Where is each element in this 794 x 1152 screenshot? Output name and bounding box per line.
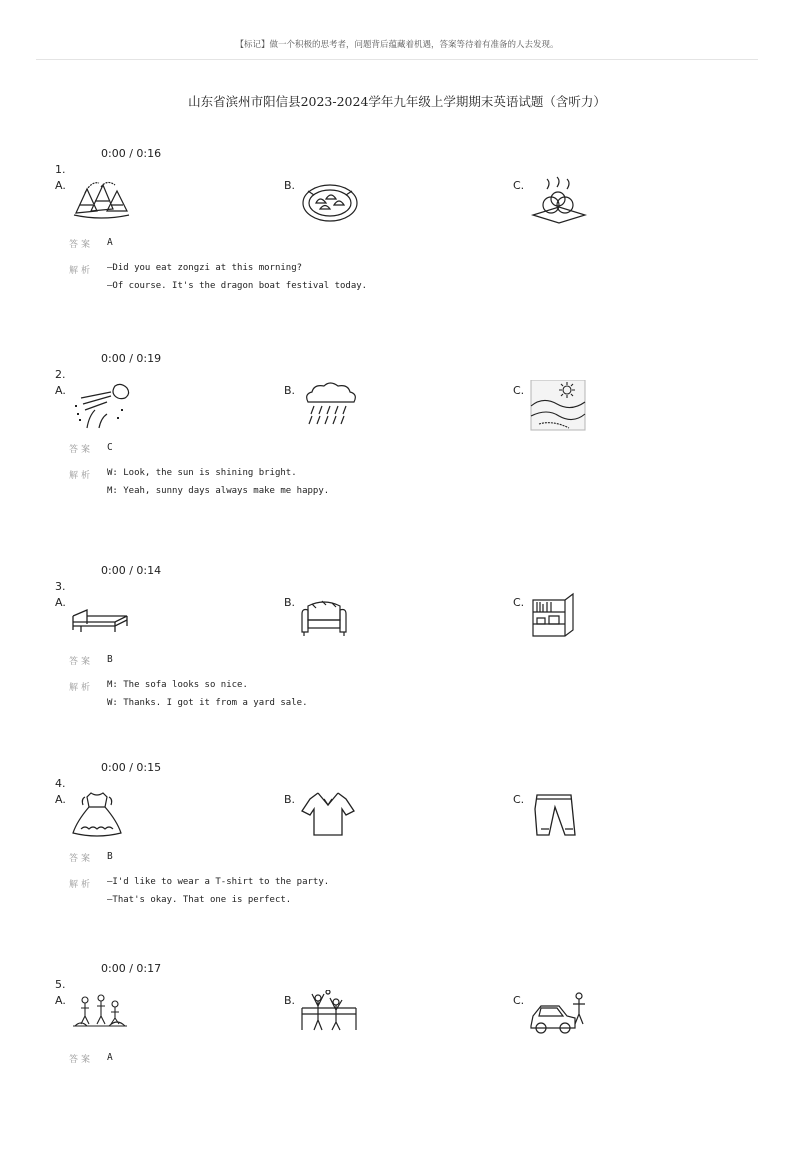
option-label: A. xyxy=(55,994,66,1007)
dumplings-plate-icon xyxy=(300,175,360,227)
option-b[interactable] xyxy=(284,384,384,436)
option-label: C. xyxy=(513,596,525,609)
option-label: C. xyxy=(513,994,525,1007)
option-a[interactable] xyxy=(55,384,155,436)
explanation-label: 解析 xyxy=(69,266,94,276)
answer-value: B xyxy=(107,654,113,665)
question-number: 1. xyxy=(55,163,66,176)
option-label: C. xyxy=(513,179,525,192)
sunny-landscape-icon xyxy=(529,380,589,432)
explanation-line: M: Yeah, sunny days always make me happy. xyxy=(107,486,330,496)
dress-icon xyxy=(71,789,131,841)
option-label: B. xyxy=(284,596,296,609)
car-washing-icon xyxy=(529,990,589,1042)
option-label: A. xyxy=(55,384,66,397)
option-label: A. xyxy=(55,596,66,609)
option-b[interactable] xyxy=(284,793,384,845)
option-c[interactable] xyxy=(513,384,613,436)
question-number: 3. xyxy=(55,580,66,593)
option-label: B. xyxy=(284,384,296,397)
option-label: B. xyxy=(284,994,296,1007)
answer-label: 答案 xyxy=(69,240,94,250)
answer-value: A xyxy=(107,1052,113,1063)
zongzi-icon xyxy=(71,175,131,227)
volleyball-players-icon xyxy=(300,990,360,1042)
explanation-line: —I'd like to wear a T-shirt to the party. xyxy=(107,877,330,887)
bookshelf-icon xyxy=(529,592,589,644)
t-shirt-icon xyxy=(300,789,360,841)
option-c[interactable] xyxy=(513,793,613,845)
explanation-line: —Of course. It's the dragon boat festival today. xyxy=(107,281,368,291)
question-1 xyxy=(0,147,794,337)
option-b[interactable] xyxy=(284,994,384,1046)
option-c[interactable] xyxy=(513,994,613,1046)
answer-value: C xyxy=(107,442,113,453)
option-b[interactable] xyxy=(284,596,384,648)
option-a[interactable] xyxy=(55,994,155,1046)
explanation-line: M: The sofa looks so nice. xyxy=(107,680,248,690)
page-title: 山东省滨州市阳信县2023-2024学年九年级上学期期末英语试题（含听力） xyxy=(188,94,606,109)
explanation-label: 解析 xyxy=(69,683,94,693)
pants-icon xyxy=(529,789,589,841)
answer-value: B xyxy=(107,851,113,862)
option-b[interactable] xyxy=(284,179,384,231)
option-label: A. xyxy=(55,179,66,192)
question-2 xyxy=(0,352,794,542)
option-c[interactable] xyxy=(513,596,613,648)
rain-cloud-icon xyxy=(300,380,360,432)
mooncakes-icon xyxy=(529,175,589,227)
question-3 xyxy=(0,564,794,754)
explanation-label: 解析 xyxy=(69,880,94,890)
option-a[interactable] xyxy=(55,596,155,648)
option-label: A. xyxy=(55,793,66,806)
header-divider xyxy=(36,59,758,60)
option-a[interactable] xyxy=(55,179,155,231)
question-number: 4. xyxy=(55,777,66,790)
explanation-line: W: Look, the sun is shining bright. xyxy=(107,468,297,478)
audio-player-time[interactable]: 0:00 / 0:17 xyxy=(101,962,162,975)
question-number: 5. xyxy=(55,978,66,991)
explanation-line: W: Thanks. I got it from a yard sale. xyxy=(107,698,308,708)
audio-player-time[interactable]: 0:00 / 0:14 xyxy=(101,564,162,577)
explanation-line: —That's okay. That one is perfect. xyxy=(107,895,292,905)
option-label: B. xyxy=(284,179,296,192)
answer-value: A xyxy=(107,237,113,248)
option-label: B. xyxy=(284,793,296,806)
audio-player-time[interactable]: 0:00 / 0:16 xyxy=(101,147,162,160)
question-number: 2. xyxy=(55,368,66,381)
answer-label: 答案 xyxy=(69,854,94,864)
question-4 xyxy=(0,761,794,951)
answer-label: 答案 xyxy=(69,657,94,667)
family-picnic-icon xyxy=(71,990,131,1042)
windy-weather-icon xyxy=(71,380,131,432)
bed-icon xyxy=(71,592,131,644)
option-c[interactable] xyxy=(513,179,613,231)
header-note: 【标记】做一个积极的思考者，问题背后蕴藏着机遇，答案等待着有准备的人去发现。 xyxy=(235,40,559,50)
sofa-icon xyxy=(300,592,360,644)
option-a[interactable] xyxy=(55,793,155,845)
option-label: C. xyxy=(513,793,525,806)
audio-player-time[interactable]: 0:00 / 0:19 xyxy=(101,352,162,365)
answer-label: 答案 xyxy=(69,1055,94,1065)
audio-player-time[interactable]: 0:00 / 0:15 xyxy=(101,761,162,774)
explanation-label: 解析 xyxy=(69,471,94,481)
answer-label: 答案 xyxy=(69,445,94,455)
explanation-line: —Did you eat zongzi at this morning? xyxy=(107,263,303,273)
option-label: C. xyxy=(513,384,525,397)
